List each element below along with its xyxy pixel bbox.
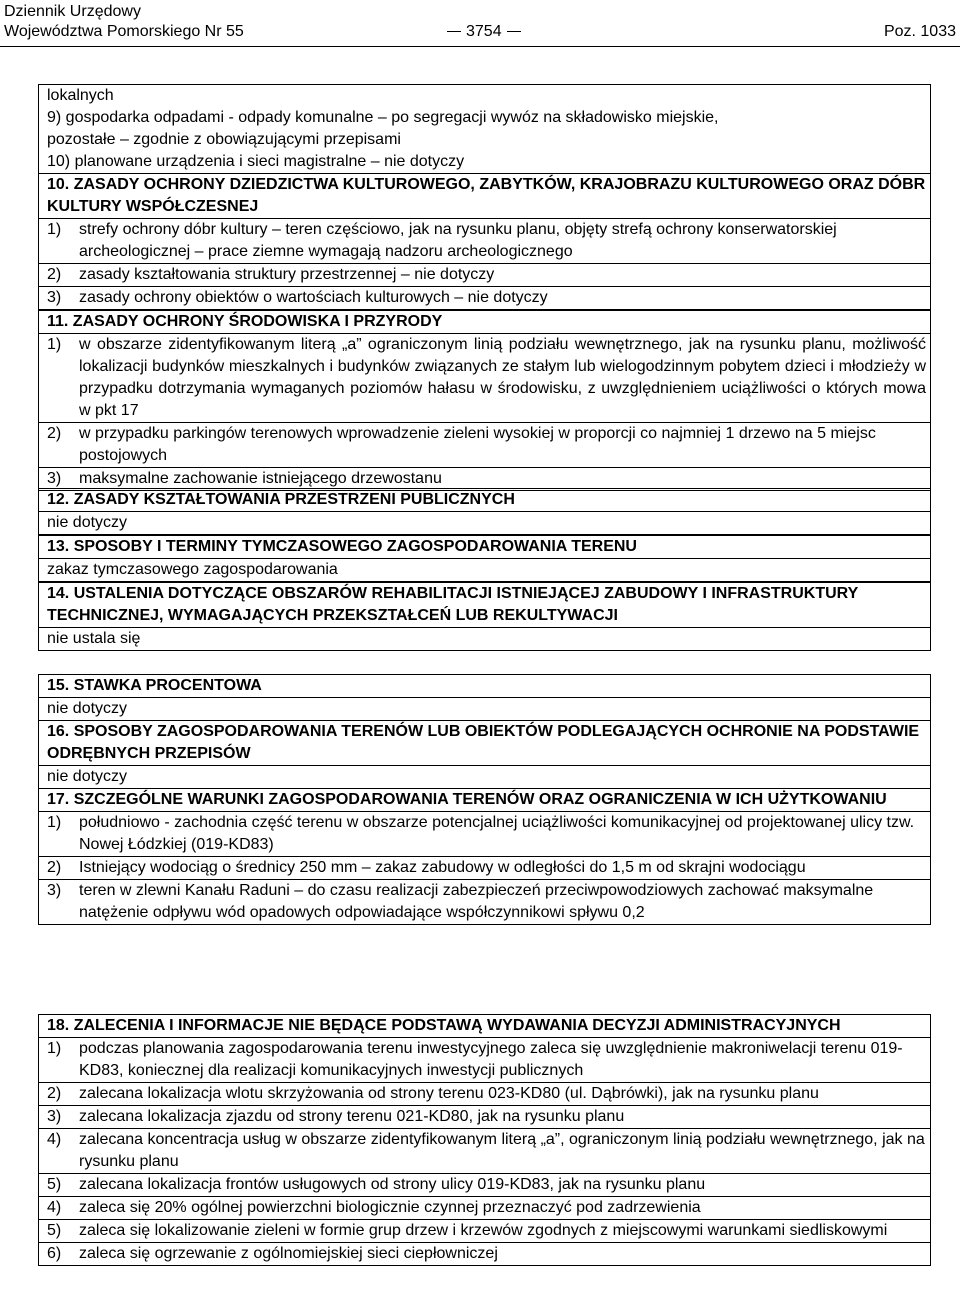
item-text: zalecana lokalizacja frontów usługowych od strony ulicy 019-KD83, jak na rysunku planu	[79, 1176, 706, 1193]
item-text: teren w zlewni Kanału Raduni – do czasu realizacji zabezpieczeń przeciwpowodziowych zachować maksymalne natężenie odpływu wód opadowych odpowiadające współczynnikowi spływu 0,2	[79, 882, 874, 921]
item-text: zalecana lokalizacja zjazdu od strony terenu 021-KD80, jak na rysunku planu	[79, 1108, 625, 1125]
section-value: nie dotyczy	[39, 765, 930, 788]
item-number: 5)	[47, 1222, 62, 1239]
list-item	[39, 286, 930, 309]
item-number: 6)	[47, 1245, 62, 1262]
list-item	[39, 856, 930, 879]
continuation-cell	[39, 85, 930, 173]
section-heading: 12. ZASADY KSZTAŁTOWANIA PRZESTRZENI PUBLICZNYCH	[47, 491, 515, 508]
list-item	[39, 1196, 930, 1219]
item-number: 2)	[47, 859, 62, 876]
item-number: 3)	[47, 470, 62, 487]
section-heading: 14. USTALENIA DOTYCZĄCE OBSZARÓW REHABILITACJI ISTNIEJĄCEJ ZABUDOWY I INFRASTRUKTURY TECHNICZNEJ, WYMAGAJĄCYCH PRZEKSZTAŁCEŃ LUB REKULTYWACJI	[47, 585, 858, 624]
item-text: zaleca się lokalizowanie zieleni w formie grup drzew i krzewów zgodnych z miejscowymi warunkami siedliskowymi	[79, 1222, 888, 1239]
item-text: południowo - zachodnia część terenu w obszarze potencjalnej uciążliwości komunikacyjnej od projektowanej ulicy tzw. Nowej Łódzkiej (019-KD83)	[79, 814, 915, 853]
item-number: 2)	[47, 266, 62, 283]
section-14	[38, 582, 931, 651]
item-number: 1)	[47, 814, 62, 831]
item-number: 3)	[47, 1108, 62, 1125]
journal-subtitle: Województwa Pomorskiego Nr 55	[4, 23, 244, 40]
position-number: Poz. 1033	[883, 23, 956, 40]
section-value: zakaz tymczasowego zagospodarowania	[39, 558, 930, 581]
block-continuation	[38, 84, 931, 174]
item-number: 4)	[47, 1199, 62, 1216]
section-value: nie dotyczy	[39, 511, 930, 534]
text-line: 10) planowane urządzenia i sieci magistralne – nie dotyczy	[47, 153, 465, 170]
journal-title: Dziennik Urzędowy	[4, 3, 141, 20]
section-15	[38, 674, 931, 721]
item-text: zalecana koncentracja usług w obszarze zidentyfikowanym literą „a”, ograniczonym linią podziału wewnętrznego, jak na rysunku planu	[79, 1131, 925, 1170]
section-heading: 18. ZALECENIA I INFORMACJE NIE BĘDĄCE PODSTAWĄ WYDAWANIA DECYZJI ADMINISTRACYJNYCH	[47, 1017, 841, 1034]
item-text: strefy ochrony dóbr kultury – teren częściowo, jak na rysunku planu, objęty strefą ochrony konserwatorskiej archeologicznej – prace ziemne wymagają nadzoru archeologicznego	[79, 221, 837, 260]
list-item	[39, 263, 930, 286]
section-16	[38, 720, 931, 789]
item-text: w przypadku parkingów terenowych wprowadzenie zieleni wysokiej w proporcji co najmniej 1 drzewo na 5 miejsc postojowych	[79, 425, 876, 464]
section-12	[38, 488, 931, 535]
list-item	[39, 333, 930, 422]
item-number: 5)	[47, 1176, 62, 1193]
list-item	[39, 1173, 930, 1196]
item-text: zasady ochrony obiektów o wartościach kulturowych – nie dotyczy	[79, 289, 548, 306]
item-text: zaleca się 20% ogólnej powierzchni biologicznie czynnej przeznaczyć pod zadrzewienia	[79, 1199, 701, 1216]
item-number: 3)	[47, 289, 62, 306]
section-heading: 17. SZCZEGÓLNE WARUNKI ZAGOSPODAROWANIA TERENÓW ORAZ OGRANICZENIA W ICH UŻYTKOWANIU	[47, 791, 887, 808]
item-number: 3)	[47, 882, 62, 899]
list-item	[39, 1219, 930, 1242]
section-13	[38, 535, 931, 582]
list-item	[39, 218, 930, 263]
list-item	[39, 467, 930, 490]
item-text: w obszarze zidentyfikowanym literą „a” ograniczonym linią podziału wewnętrznego, jak na rysunku planu, możliwość lokalizacji budynków mieszkalnych i budynków związanych ze stałym lub wielogodzinnym pobytem dzieci i młodzieży w przypadku dotrzymania wymaganych poziomów hałasu w środowisku, z uwzględnieniem uciążliwości o których mowa w pkt 17	[79, 336, 926, 419]
item-number: 1)	[47, 1040, 62, 1057]
section-heading: 16. SPOSOBY ZAGOSPODAROWANIA TERENÓW LUB OBIEKTÓW PODLEGAJĄCYCH OCHRONIE NA PODSTAWIE ODRĘBNYCH PRZEPISÓW	[47, 723, 920, 762]
text-line: pozostałe – zgodnie z obowiązującymi przepisami	[47, 131, 401, 148]
item-number: 2)	[47, 425, 62, 442]
item-number: 2)	[47, 1085, 62, 1102]
section-value: nie dotyczy	[39, 697, 930, 720]
item-text: zalecana lokalizacja wlotu skrzyżowania od strony terenu 023-KD80 (ul. Dąbrówki), jak na rysunku planu	[79, 1085, 819, 1102]
section-11	[38, 310, 931, 491]
item-number: 1)	[47, 221, 62, 238]
text-line: 9) gospodarka odpadami - odpady komunalne – po segregacji wywóz na składowisko miejskie,	[47, 109, 719, 126]
page-header	[4, 0, 956, 46]
item-text: Istniejący wodociąg o średnicy 250 mm – zakaz zabudowy w odległości do 1,5 m od skrajni wodociągu	[79, 859, 806, 876]
section-18	[38, 1014, 931, 1266]
header-rule	[0, 46, 960, 47]
item-text: maksymalne zachowanie istniejącego drzewostanu	[79, 470, 442, 487]
list-item	[39, 879, 930, 924]
item-number: 1)	[47, 336, 62, 353]
section-17	[38, 788, 931, 925]
page-number: 3754	[442, 21, 526, 42]
section-heading: 10. ZASADY OCHRONY DZIEDZICTWA KULTUROWEGO, ZABYTKÓW, KRAJOBRAZU KULTUROWEGO ORAZ DÓBR KULTURY WSPÓŁCZESNEJ	[47, 176, 926, 215]
list-item	[39, 422, 930, 467]
item-number: 4)	[47, 1131, 62, 1148]
section-value: nie ustala się	[39, 627, 930, 650]
item-text: podczas planowania zagospodarowania terenu inwestycyjnego zaleca się uwzględnienie makroniwelacji terenu 019-KD83, koniecznej dla realizacji komunikacyjnych inwestycji publicznych	[79, 1040, 903, 1079]
section-heading: 13. SPOSOBY I TERMINY TYMCZASOWEGO ZAGOSPODAROWANIA TERENU	[47, 538, 637, 555]
list-item	[39, 1105, 930, 1128]
list-item	[39, 1128, 930, 1173]
list-item	[39, 1242, 930, 1265]
section-heading: 15. STAWKA PROCENTOWA	[47, 677, 262, 694]
list-item	[39, 811, 930, 856]
list-item	[39, 1082, 930, 1105]
list-item	[39, 1037, 930, 1082]
text-line: lokalnych	[47, 87, 114, 104]
section-10	[38, 173, 931, 310]
item-text: zaleca się ogrzewanie z ogólnomiejskiej sieci ciepłowniczej	[79, 1245, 498, 1262]
section-heading: 11. ZASADY OCHRONY ŚRODOWISKA I PRZYRODY	[47, 313, 443, 330]
item-text: zasady kształtowania struktury przestrzennej – nie dotyczy	[79, 266, 495, 283]
